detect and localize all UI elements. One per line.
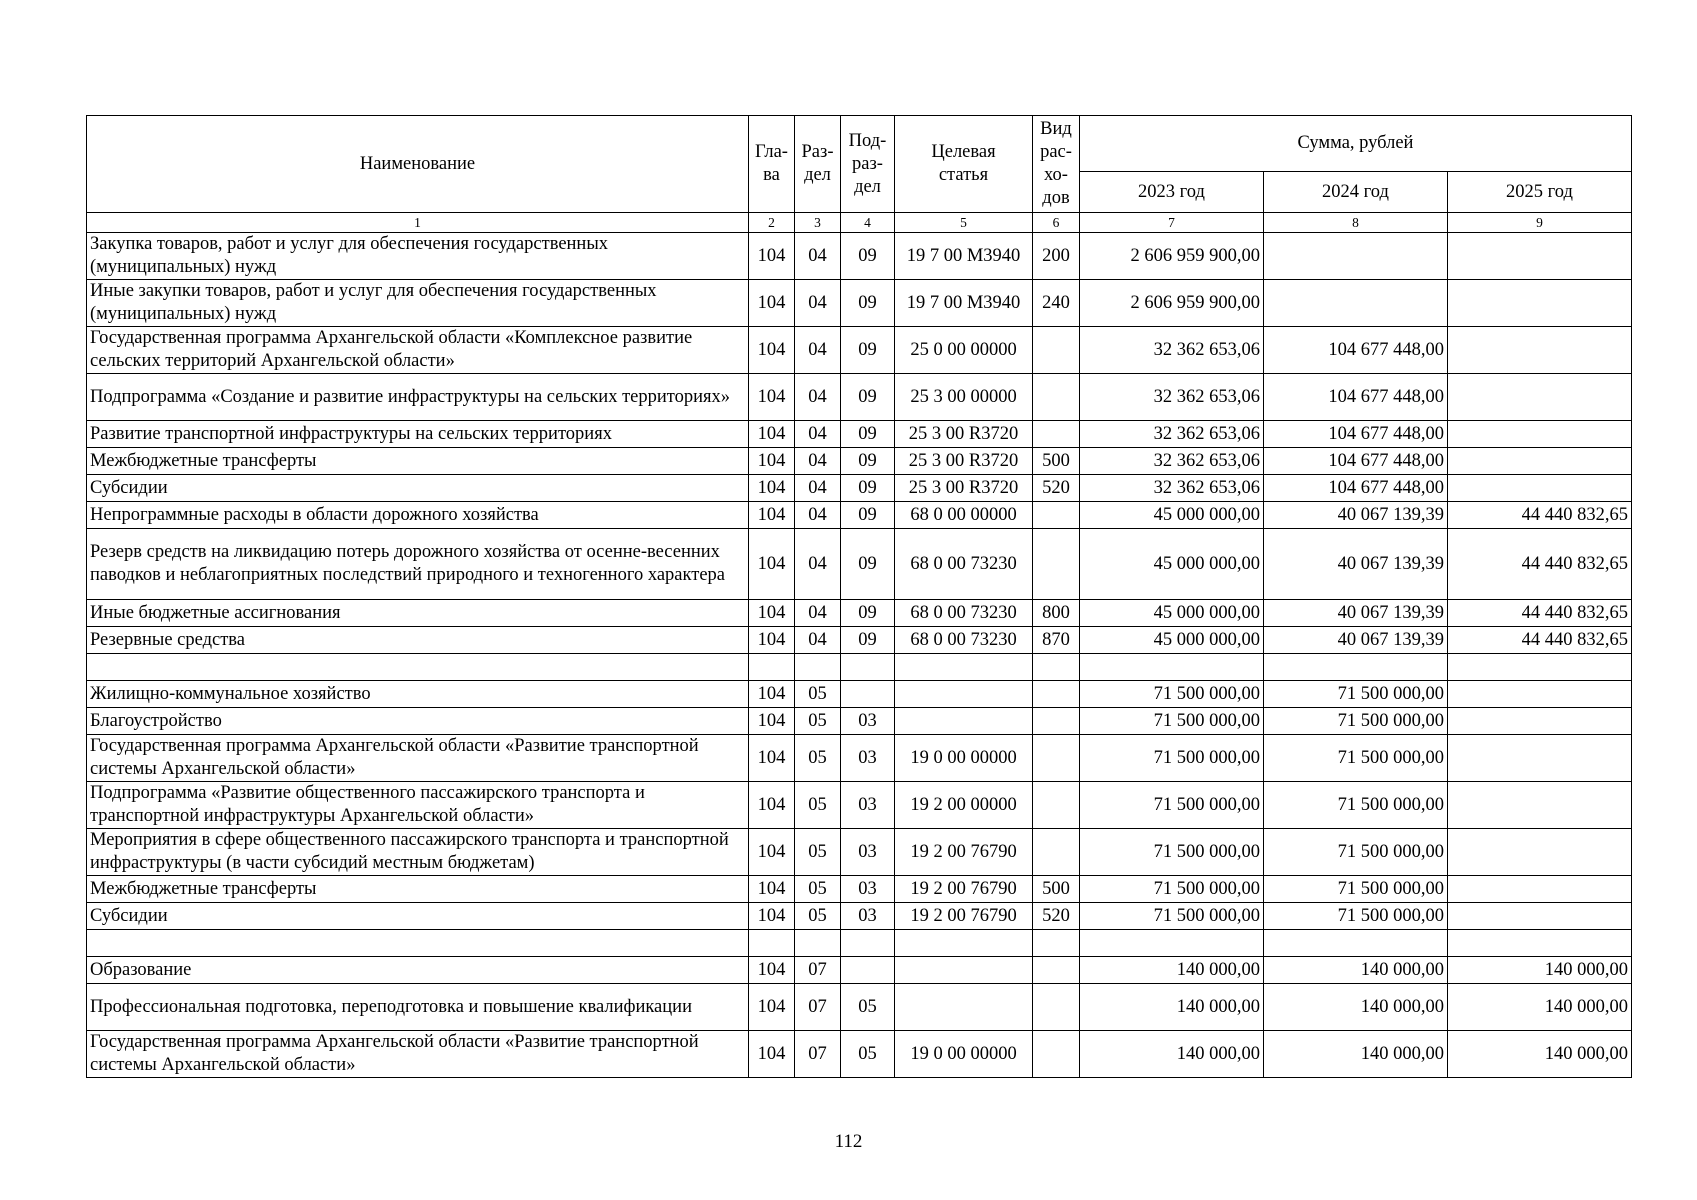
table-row: [87, 903, 1632, 930]
row-subsection: 09: [841, 374, 895, 421]
row-section: 04: [795, 421, 841, 448]
row-amount-2024: 104 677 448,00: [1264, 448, 1448, 475]
row-amount-2025: 44 440 832,65: [1448, 627, 1632, 654]
row-amount-2025: [1448, 829, 1632, 876]
row-chapter: 104: [749, 600, 795, 627]
row-name: Закупка товаров, работ и услуг для обеспечения государственных (муниципальных) нужд: [87, 233, 749, 280]
row-chapter: 104: [749, 529, 795, 600]
row-section: 05: [795, 681, 841, 708]
row-name: Развитие транспортной инфраструктуры на сельских территориях: [87, 421, 749, 448]
row-name: Государственная программа Архангельской области «Развитие транспортной системы Архангельской области»: [87, 1031, 749, 1078]
row-amount-2024: 71 500 000,00: [1264, 681, 1448, 708]
row-subsection: [841, 654, 895, 681]
row-amount-2023: 71 500 000,00: [1080, 735, 1264, 782]
row-chapter: 104: [749, 233, 795, 280]
row-subsection: 09: [841, 529, 895, 600]
row-chapter: 104: [749, 1031, 795, 1078]
row-expense-type: [1033, 654, 1080, 681]
table-row: [87, 233, 1632, 280]
row-amount-2023: 45 000 000,00: [1080, 529, 1264, 600]
table-row: [87, 708, 1632, 735]
row-subsection: 05: [841, 984, 895, 1031]
row-amount-2024: 140 000,00: [1264, 984, 1448, 1031]
row-section: [795, 930, 841, 957]
row-chapter: 104: [749, 502, 795, 529]
row-amount-2025: [1448, 708, 1632, 735]
row-amount-2024: [1264, 280, 1448, 327]
row-amount-2023: [1080, 930, 1264, 957]
row-name: Государственная программа Архангельской области «Развитие транспортной системы Архангельской области»: [87, 735, 749, 782]
row-subsection: 09: [841, 421, 895, 448]
row-amount-2025: [1448, 448, 1632, 475]
table-row: [87, 529, 1632, 600]
table-row: [87, 448, 1632, 475]
row-target-article: 25 3 00 R3720: [895, 475, 1033, 502]
row-section: 04: [795, 502, 841, 529]
header-year-2023: 2023 год: [1080, 172, 1264, 213]
page-number: 112: [834, 1131, 863, 1152]
row-section: 04: [795, 327, 841, 374]
row-section: 07: [795, 984, 841, 1031]
row-target-article: 19 0 00 00000: [895, 735, 1033, 782]
row-chapter: 104: [749, 448, 795, 475]
row-expense-type: [1033, 1031, 1080, 1078]
row-amount-2025: 140 000,00: [1448, 957, 1632, 984]
row-name: Благоустройство: [87, 708, 749, 735]
row-amount-2024: 40 067 139,39: [1264, 627, 1448, 654]
row-section: 05: [795, 735, 841, 782]
row-name: Жилищно-коммунальное хозяйство: [87, 681, 749, 708]
row-name: Государственная программа Архангельской области «Комплексное развитие сельских территорий Архангельской области»: [87, 327, 749, 374]
row-target-article: 25 3 00 R3720: [895, 448, 1033, 475]
row-amount-2025: [1448, 374, 1632, 421]
column-number: 9: [1448, 213, 1632, 233]
row-amount-2024: 104 677 448,00: [1264, 374, 1448, 421]
row-target-article: 68 0 00 73230: [895, 529, 1033, 600]
row-expense-type: 800: [1033, 600, 1080, 627]
row-amount-2024: 71 500 000,00: [1264, 903, 1448, 930]
row-chapter: 104: [749, 374, 795, 421]
column-number: 6: [1033, 213, 1080, 233]
row-name: Иные бюджетные ассигнования: [87, 600, 749, 627]
row-amount-2023: [1080, 654, 1264, 681]
row-amount-2024: [1264, 654, 1448, 681]
row-amount-2023: 32 362 653,06: [1080, 475, 1264, 502]
row-amount-2024: 104 677 448,00: [1264, 421, 1448, 448]
table-row: [87, 327, 1632, 374]
row-chapter: 104: [749, 327, 795, 374]
row-name: [87, 930, 749, 957]
row-name: Межбюджетные трансферты: [87, 448, 749, 475]
row-chapter: [749, 930, 795, 957]
row-amount-2025: [1448, 327, 1632, 374]
row-chapter: 104: [749, 782, 795, 829]
row-target-article: 68 0 00 73230: [895, 627, 1033, 654]
row-amount-2025: [1448, 782, 1632, 829]
row-chapter: 104: [749, 903, 795, 930]
row-name: Профессиональная подготовка, переподготовка и повышение квалификации: [87, 984, 749, 1031]
row-subsection: 03: [841, 829, 895, 876]
row-subsection: [841, 930, 895, 957]
row-expense-type: [1033, 421, 1080, 448]
row-subsection: [841, 957, 895, 984]
row-name: Резервные средства: [87, 627, 749, 654]
row-amount-2024: 140 000,00: [1264, 957, 1448, 984]
table-row: [87, 475, 1632, 502]
row-target-article: 19 2 00 76790: [895, 829, 1033, 876]
row-expense-type: [1033, 829, 1080, 876]
row-subsection: 03: [841, 735, 895, 782]
row-section: 05: [795, 782, 841, 829]
row-amount-2023: 32 362 653,06: [1080, 421, 1264, 448]
row-expense-type: [1033, 681, 1080, 708]
row-section: 04: [795, 529, 841, 600]
table-row: [87, 374, 1632, 421]
row-expense-type: [1033, 374, 1080, 421]
row-chapter: 104: [749, 984, 795, 1031]
row-target-article: 25 3 00 R3720: [895, 421, 1033, 448]
row-section: 05: [795, 829, 841, 876]
row-amount-2024: 71 500 000,00: [1264, 708, 1448, 735]
row-subsection: 09: [841, 280, 895, 327]
row-amount-2023: 71 500 000,00: [1080, 708, 1264, 735]
row-amount-2023: 71 500 000,00: [1080, 903, 1264, 930]
row-amount-2023: 71 500 000,00: [1080, 782, 1264, 829]
row-target-article: [895, 681, 1033, 708]
row-expense-type: 500: [1033, 876, 1080, 903]
row-amount-2023: 71 500 000,00: [1080, 876, 1264, 903]
row-subsection: 09: [841, 502, 895, 529]
row-section: 05: [795, 708, 841, 735]
row-expense-type: 870: [1033, 627, 1080, 654]
row-amount-2023: 32 362 653,06: [1080, 374, 1264, 421]
row-name: Субсидии: [87, 903, 749, 930]
row-amount-2025: 140 000,00: [1448, 1031, 1632, 1078]
row-expense-type: 520: [1033, 475, 1080, 502]
row-name: Подпрограмма «Развитие общественного пассажирского транспорта и транспортной инфраструктуры Архангельской области»: [87, 782, 749, 829]
table-row: [87, 1031, 1632, 1078]
row-expense-type: [1033, 327, 1080, 374]
row-target-article: 68 0 00 73230: [895, 600, 1033, 627]
row-target-article: 19 7 00 M3940: [895, 280, 1033, 327]
row-section: 04: [795, 233, 841, 280]
row-section: 07: [795, 957, 841, 984]
row-amount-2024: [1264, 930, 1448, 957]
row-amount-2023: 2 606 959 900,00: [1080, 233, 1264, 280]
row-section: 05: [795, 903, 841, 930]
row-amount-2023: 45 000 000,00: [1080, 627, 1264, 654]
row-target-article: 68 0 00 00000: [895, 502, 1033, 529]
row-amount-2024: 40 067 139,39: [1264, 600, 1448, 627]
row-amount-2023: 140 000,00: [1080, 1031, 1264, 1078]
row-amount-2024: 71 500 000,00: [1264, 829, 1448, 876]
row-amount-2023: 45 000 000,00: [1080, 502, 1264, 529]
row-name: Межбюджетные трансферты: [87, 876, 749, 903]
row-section: 04: [795, 600, 841, 627]
row-amount-2025: 44 440 832,65: [1448, 502, 1632, 529]
row-section: 04: [795, 280, 841, 327]
table-row: [87, 627, 1632, 654]
row-expense-type: [1033, 502, 1080, 529]
table-body: [87, 233, 1632, 1078]
row-amount-2025: [1448, 876, 1632, 903]
row-name: Мероприятия в сфере общественного пассажирского транспорта и транспортной инфраструктуры (в части субсидий местным бюджетам): [87, 829, 749, 876]
row-expense-type: [1033, 782, 1080, 829]
row-amount-2025: [1448, 735, 1632, 782]
row-subsection: 09: [841, 627, 895, 654]
row-subsection: 09: [841, 475, 895, 502]
table-row: [87, 829, 1632, 876]
row-amount-2025: [1448, 421, 1632, 448]
column-number-row: [87, 213, 1632, 233]
row-target-article: 19 2 00 76790: [895, 903, 1033, 930]
header-sum: Сумма, рублей: [1080, 116, 1632, 172]
row-subsection: 03: [841, 708, 895, 735]
row-chapter: 104: [749, 708, 795, 735]
row-subsection: 09: [841, 448, 895, 475]
row-amount-2023: 71 500 000,00: [1080, 829, 1264, 876]
row-target-article: 25 3 00 00000: [895, 374, 1033, 421]
row-target-article: [895, 930, 1033, 957]
row-name: [87, 654, 749, 681]
row-expense-type: [1033, 708, 1080, 735]
row-amount-2024: 104 677 448,00: [1264, 475, 1448, 502]
row-name: Иные закупки товаров, работ и услуг для обеспечения государственных (муниципальных) нужд: [87, 280, 749, 327]
table-row: [87, 735, 1632, 782]
column-number: 2: [749, 213, 795, 233]
row-amount-2025: [1448, 681, 1632, 708]
row-amount-2025: [1448, 280, 1632, 327]
row-amount-2024: 71 500 000,00: [1264, 735, 1448, 782]
row-amount-2023: 2 606 959 900,00: [1080, 280, 1264, 327]
row-chapter: 104: [749, 421, 795, 448]
row-amount-2025: 44 440 832,65: [1448, 529, 1632, 600]
row-amount-2024: 40 067 139,39: [1264, 502, 1448, 529]
row-name: Субсидии: [87, 475, 749, 502]
row-amount-2025: 140 000,00: [1448, 984, 1632, 1031]
row-amount-2025: 44 440 832,65: [1448, 600, 1632, 627]
row-subsection: 09: [841, 327, 895, 374]
column-number: 1: [87, 213, 749, 233]
header-target-article: Целевая статья: [895, 116, 1033, 213]
row-amount-2023: 140 000,00: [1080, 984, 1264, 1031]
row-section: 07: [795, 1031, 841, 1078]
row-subsection: 03: [841, 782, 895, 829]
row-chapter: 104: [749, 681, 795, 708]
row-chapter: 104: [749, 475, 795, 502]
row-subsection: 03: [841, 903, 895, 930]
row-chapter: 104: [749, 876, 795, 903]
row-subsection: [841, 681, 895, 708]
row-amount-2025: [1448, 475, 1632, 502]
row-target-article: 19 7 00 M3940: [895, 233, 1033, 280]
row-chapter: 104: [749, 280, 795, 327]
row-expense-type: 500: [1033, 448, 1080, 475]
header-expense-type: Вид рас- хо- дов: [1033, 116, 1080, 213]
row-target-article: [895, 708, 1033, 735]
column-number: 8: [1264, 213, 1448, 233]
column-number: 5: [895, 213, 1033, 233]
row-amount-2024: 71 500 000,00: [1264, 876, 1448, 903]
row-amount-2024: 140 000,00: [1264, 1031, 1448, 1078]
row-section: 04: [795, 374, 841, 421]
row-name: Подпрограмма «Создание и развитие инфраструктуры на сельских территориях»: [87, 374, 749, 421]
column-number: 4: [841, 213, 895, 233]
row-target-article: [895, 957, 1033, 984]
row-chapter: 104: [749, 829, 795, 876]
header-year-2025: 2025 год: [1448, 172, 1632, 213]
row-section: 04: [795, 448, 841, 475]
row-name: Непрограммные расходы в области дорожного хозяйства: [87, 502, 749, 529]
row-chapter: 104: [749, 735, 795, 782]
table-row: [87, 421, 1632, 448]
header-chapter: Гла- ва: [749, 116, 795, 213]
row-target-article: [895, 984, 1033, 1031]
table-row: [87, 502, 1632, 529]
row-expense-type: 520: [1033, 903, 1080, 930]
row-subsection: 09: [841, 233, 895, 280]
column-number: 7: [1080, 213, 1264, 233]
row-target-article: 25 0 00 00000: [895, 327, 1033, 374]
table-row: [87, 782, 1632, 829]
table-row: [87, 930, 1632, 957]
row-name: Резерв средств на ликвидацию потерь дорожного хозяйства от осенне-весенних паводков и неблагоприятных последствий природного и техногенного характера: [87, 529, 749, 600]
row-amount-2023: 45 000 000,00: [1080, 600, 1264, 627]
row-expense-type: [1033, 984, 1080, 1031]
row-expense-type: 200: [1033, 233, 1080, 280]
header-name: Наименование: [87, 116, 749, 213]
row-name: Образование: [87, 957, 749, 984]
row-chapter: [749, 654, 795, 681]
column-number: 3: [795, 213, 841, 233]
row-amount-2023: 71 500 000,00: [1080, 681, 1264, 708]
table-row: [87, 876, 1632, 903]
header-subsection: Под- раз- дел: [841, 116, 895, 213]
row-chapter: 104: [749, 957, 795, 984]
row-amount-2024: 71 500 000,00: [1264, 782, 1448, 829]
row-expense-type: [1033, 735, 1080, 782]
row-target-article: 19 2 00 76790: [895, 876, 1033, 903]
row-expense-type: 240: [1033, 280, 1080, 327]
row-section: 04: [795, 627, 841, 654]
row-subsection: 09: [841, 600, 895, 627]
table-row: [87, 654, 1632, 681]
row-amount-2025: [1448, 654, 1632, 681]
table-row: [87, 600, 1632, 627]
row-section: 04: [795, 475, 841, 502]
row-amount-2023: 140 000,00: [1080, 957, 1264, 984]
row-amount-2024: 40 067 139,39: [1264, 529, 1448, 600]
budget-table: [86, 115, 1632, 1078]
row-amount-2025: [1448, 930, 1632, 957]
row-chapter: 104: [749, 627, 795, 654]
row-expense-type: [1033, 930, 1080, 957]
table-row: [87, 957, 1632, 984]
row-amount-2024: [1264, 233, 1448, 280]
row-amount-2024: 104 677 448,00: [1264, 327, 1448, 374]
row-expense-type: [1033, 957, 1080, 984]
row-section: [795, 654, 841, 681]
row-subsection: 05: [841, 1031, 895, 1078]
row-amount-2025: [1448, 233, 1632, 280]
row-amount-2025: [1448, 903, 1632, 930]
row-amount-2023: 32 362 653,06: [1080, 327, 1264, 374]
table-row: [87, 681, 1632, 708]
row-target-article: 19 0 00 00000: [895, 1031, 1033, 1078]
row-target-article: 19 2 00 00000: [895, 782, 1033, 829]
header-year-2024: 2024 год: [1264, 172, 1448, 213]
header-section: Раз- дел: [795, 116, 841, 213]
row-subsection: 03: [841, 876, 895, 903]
row-target-article: [895, 654, 1033, 681]
row-amount-2023: 32 362 653,06: [1080, 448, 1264, 475]
row-section: 05: [795, 876, 841, 903]
table-row: [87, 280, 1632, 327]
table-row: [87, 984, 1632, 1031]
row-expense-type: [1033, 529, 1080, 600]
